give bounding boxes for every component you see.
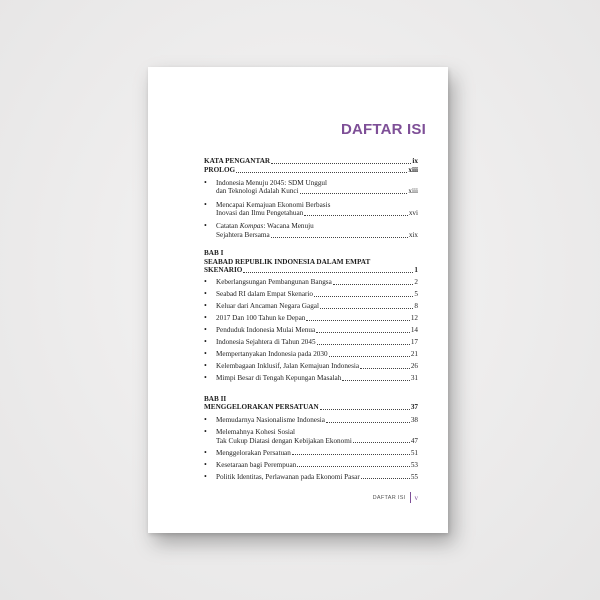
leader-dots: [271, 237, 408, 238]
chapter-label: BAB II: [204, 394, 227, 403]
leader-dots: [297, 466, 410, 467]
toc-subentry-page: 55: [410, 472, 418, 481]
bullet-icon: •: [204, 177, 207, 187]
toc-subentry[interactable]: [204, 179, 418, 196]
toc-subentry-page: xiii: [408, 187, 418, 196]
toc-subentry-title: Menggelorakan Persatuan: [216, 448, 291, 457]
toc-subentry-title-line1: Mencapai Kemajuan Ekonomi Berbasis: [216, 200, 331, 209]
bullet-icon: •: [204, 427, 207, 437]
leader-dots: [243, 272, 413, 273]
toc-subentry[interactable]: [204, 461, 418, 469]
toc-subentry-page: 2: [414, 278, 418, 287]
toc-subentry-page: xix: [408, 230, 418, 239]
toc-subentry-page: 51: [410, 448, 418, 457]
leader-dots: [306, 320, 409, 321]
bullet-icon: •: [204, 337, 207, 347]
bullet-icon: •: [204, 199, 207, 209]
toc-entry-title: KATA PENGANTAR: [204, 157, 271, 165]
toc-subentry-title: Penduduk Indonesia Mulai Menua: [216, 326, 316, 335]
toc-subentry-title-line1: Melemahnya Kohesi Sosial: [216, 428, 296, 437]
toc-subentry-title: Keluar dari Ancaman Negara Gagal: [216, 302, 319, 311]
toc-subentry[interactable]: [204, 278, 418, 286]
page-number: v: [414, 493, 418, 502]
leader-dots: [292, 454, 410, 455]
bullet-icon: •: [204, 277, 207, 287]
toc-entry-page: ix: [412, 157, 418, 165]
bullet-icon: •: [204, 301, 207, 311]
leader-dots: [329, 356, 410, 357]
toc-subentry-title: Kesetaraan bagi Perempuan: [216, 460, 297, 469]
toc-subentry-page: 26: [410, 362, 418, 371]
bullet-icon: •: [204, 325, 207, 335]
toc-subentry-title: 2017 Dan 100 Tahun ke Depan: [216, 314, 306, 323]
bullet-icon: •: [204, 289, 207, 299]
toc-subentry-title: Mempertanyakan Indonesia pada 2030: [216, 350, 328, 359]
toc-entry-page: xiii: [408, 166, 418, 175]
toc-subentry[interactable]: [204, 326, 418, 334]
toc-subentry[interactable]: [204, 362, 418, 370]
toc-subentry-title-line2: Inovasi dan Ilmu Pengetahuan: [216, 209, 304, 218]
leader-dots: [361, 478, 410, 479]
toc-entry-bab2[interactable]: [204, 403, 418, 411]
toc-subentry-page: 38: [410, 415, 418, 424]
chapter-title: MENGGELORAKAN PERSATUAN: [204, 403, 319, 412]
bullet-icon: •: [204, 221, 207, 231]
toc-subentry[interactable]: [204, 314, 418, 322]
page-heading: DAFTAR ISI: [340, 121, 426, 138]
bullet-icon: •: [204, 471, 207, 481]
toc-subentry[interactable]: [204, 338, 418, 346]
bullet-icon: •: [204, 373, 207, 383]
toc-subentry-title-line2: dan Teknologi Adalah Kunci: [216, 187, 299, 196]
toc-subentry-title: Mimpi Besar di Tengah Kepungan Masalah: [216, 374, 342, 383]
toc-subentry[interactable]: [204, 374, 418, 382]
toc-subentry[interactable]: [204, 473, 418, 481]
bullet-icon: •: [204, 459, 207, 469]
toc-subentry-page: 12: [410, 314, 418, 323]
footer-divider: [410, 492, 411, 503]
toc-subentry[interactable]: [204, 428, 418, 445]
toc-subentry-page: 14: [410, 326, 418, 335]
bullet-icon: •: [204, 349, 207, 359]
bullet-icon: •: [204, 414, 207, 424]
leader-dots: [304, 215, 408, 216]
table-of-contents: [204, 157, 418, 481]
toc-entry-title: PROLOG: [204, 166, 236, 175]
leader-dots: [342, 380, 409, 381]
toc-subentry[interactable]: [204, 222, 418, 239]
toc-entry-page: 37: [410, 403, 418, 412]
leader-dots: [326, 422, 410, 423]
chapter-title-line2: SKENARIO: [204, 266, 243, 275]
leader-dots: [333, 284, 414, 285]
book-page: [148, 67, 448, 533]
toc-subentry-page: 5: [414, 290, 418, 299]
leader-dots: [271, 163, 411, 164]
leader-dots: [320, 308, 413, 309]
toc-subentry-page: 47: [410, 436, 418, 445]
toc-entry-page: 1: [414, 266, 418, 275]
toc-subentry-title: Seabad RI dalam Empat Skenario: [216, 290, 314, 299]
bullet-icon: •: [204, 313, 207, 323]
footer-label: DAFTAR ISI: [372, 494, 406, 501]
toc-subentry-title: Politik Identitas, Perlawanan pada Ekonomi Pasar: [216, 472, 360, 481]
toc-subentry-title: Kelembagaan Inklusif, Jalan Kemajuan Indonesia: [216, 362, 360, 371]
bullet-icon: •: [204, 361, 207, 371]
leader-dots: [316, 332, 410, 333]
chapter-title-line1: SEABAD REPUBLIK INDONESIA DALAM EMPAT: [204, 257, 371, 266]
toc-entry-prolog[interactable]: [204, 166, 418, 174]
leader-dots: [314, 296, 413, 297]
toc-subentry-page: 8: [414, 302, 418, 311]
toc-subentry-title-line2: Tak Cukup Diatasi dengan Kebijakan Ekonomi: [216, 436, 352, 445]
toc-subentry-title-line1: Indonesia Menuju 2045: SDM Unggul: [216, 178, 328, 187]
toc-subentry-title: Indonesia Sejahtera di Tahun 2045: [216, 338, 316, 347]
toc-subentry-page: 21: [410, 350, 418, 359]
toc-subentry[interactable]: [204, 449, 418, 457]
toc-subentry-page: 53: [410, 460, 418, 469]
leader-dots: [360, 368, 410, 369]
leader-dots: [320, 409, 410, 410]
chapter-label: BAB I: [204, 249, 224, 258]
toc-subentry[interactable]: [204, 201, 418, 218]
toc-subentry-page: xvi: [408, 209, 418, 218]
toc-subentry-title-line2: Sejahtera Bersama: [216, 230, 270, 239]
toc-subentry[interactable]: [204, 350, 418, 358]
leader-dots: [300, 193, 408, 194]
leader-dots: [353, 442, 410, 443]
toc-subentry-title: Memudarnya Nasionalisme Indonesia: [216, 415, 325, 424]
toc-subentry-page: 17: [410, 338, 418, 347]
toc-subentry[interactable]: [204, 416, 418, 424]
toc-subentry-title-line1: Catatan Kompas: Wacana Menuju: [216, 222, 314, 231]
leader-dots: [236, 172, 407, 173]
toc-subentry[interactable]: [204, 290, 418, 298]
toc-subentry-page: 31: [410, 374, 418, 383]
toc-subentry-title: Keberlangsungan Pembangunan Bangsa: [216, 278, 332, 287]
leader-dots: [317, 344, 410, 345]
toc-entry-bab1[interactable]: [204, 266, 418, 274]
toc-entry-kata-pengantar[interactable]: [204, 157, 418, 165]
toc-subentry[interactable]: [204, 302, 418, 310]
bullet-icon: •: [204, 447, 207, 457]
page-footer: [373, 492, 418, 503]
